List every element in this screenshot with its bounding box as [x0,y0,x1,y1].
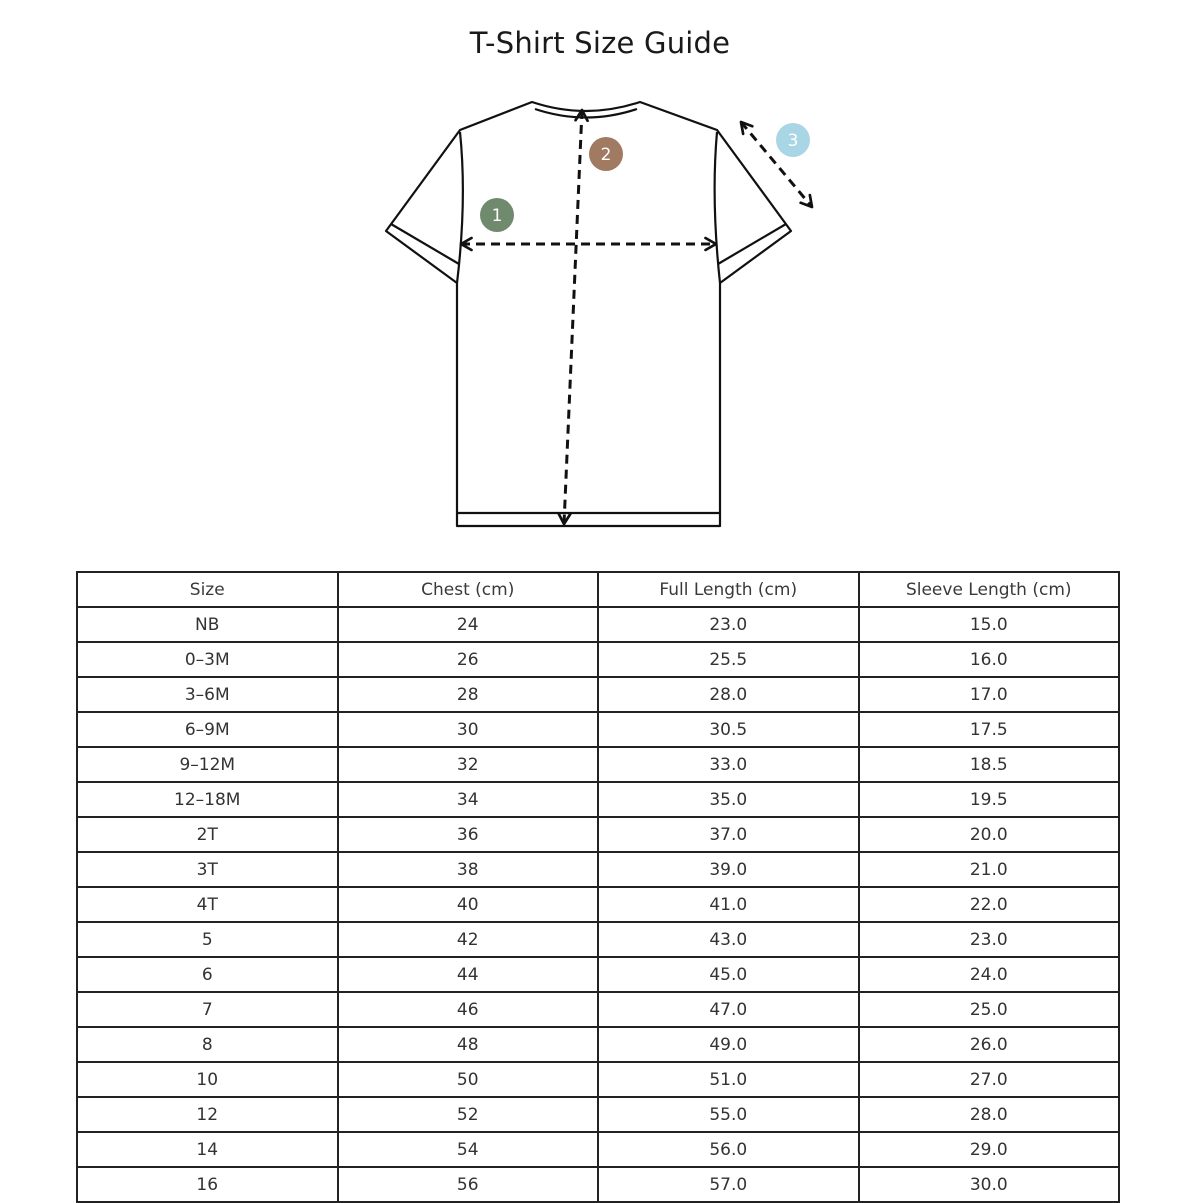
full-length-cell: 33.0 [598,747,859,782]
table-header-row [77,572,1119,607]
full-length-cell: 39.0 [598,852,859,887]
chest-cell: 40 [338,887,599,922]
chest-cell: 36 [338,817,599,852]
table-row [77,642,1119,677]
chest-cell: 28 [338,677,599,712]
header-chest: Chest (cm) [338,572,599,607]
chest-cell: 30 [338,712,599,747]
table-row [77,782,1119,817]
header-full-length: Full Length (cm) [598,572,859,607]
size-cell: 6 [77,957,338,992]
full-length-cell: 28.0 [598,677,859,712]
chest-cell: 54 [338,1132,599,1167]
full-length-cell: 56.0 [598,1132,859,1167]
table-row [77,852,1119,887]
chest-cell: 26 [338,642,599,677]
chest-cell: 42 [338,922,599,957]
full-length-cell: 43.0 [598,922,859,957]
full-length-cell: 37.0 [598,817,859,852]
table-row [77,607,1119,642]
marker-2 [589,137,623,171]
marker-3-label: 3 [787,131,799,151]
full-length-cell: 57.0 [598,1167,859,1202]
sleeve-length-cell: 25.0 [859,992,1120,1027]
table-row [77,747,1119,782]
chest-cell: 32 [338,747,599,782]
table-row [77,1132,1119,1167]
table-row [77,712,1119,747]
sleeve-length-cell: 20.0 [859,817,1120,852]
sleeve-length-cell: 17.0 [859,677,1120,712]
sleeve-length-cell: 23.0 [859,922,1120,957]
size-cell: 3–6M [77,677,338,712]
chest-cell: 24 [338,607,599,642]
sleeve-length-cell: 29.0 [859,1132,1120,1167]
full-length-cell: 30.5 [598,712,859,747]
sleeve-length-cell: 18.5 [859,747,1120,782]
sleeve-length-cell: 28.0 [859,1097,1120,1132]
size-cell: 14 [77,1132,338,1167]
size-cell: 6–9M [77,712,338,747]
size-cell: 16 [77,1167,338,1202]
size-cell: 3T [77,852,338,887]
sleeve-length-cell: 26.0 [859,1027,1120,1062]
table-row [77,1097,1119,1132]
table-row [77,992,1119,1027]
full-length-cell: 25.5 [598,642,859,677]
size-cell: 10 [77,1062,338,1097]
chest-cell: 46 [338,992,599,1027]
marker-1-label: 1 [491,206,503,226]
sleeve-length-cell: 19.5 [859,782,1120,817]
table-body [77,607,1119,1202]
sleeve-length-cell: 21.0 [859,852,1120,887]
full-length-cell: 47.0 [598,992,859,1027]
tshirt-diagram [0,0,1200,560]
marker-1 [480,198,514,232]
sleeve-length-cell: 30.0 [859,1167,1120,1202]
size-cell: 12–18M [77,782,338,817]
sleeve-length-cell: 22.0 [859,887,1120,922]
table-row [77,1167,1119,1202]
full-length-cell: 41.0 [598,887,859,922]
full-length-cell: 23.0 [598,607,859,642]
table-row [77,922,1119,957]
sleeve-length-cell: 15.0 [859,607,1120,642]
marker-2-label: 2 [600,145,612,165]
size-cell: 8 [77,1027,338,1062]
full-length-cell: 45.0 [598,957,859,992]
size-chart-table [76,571,1120,1203]
marker-3 [776,123,810,157]
full-length-cell: 51.0 [598,1062,859,1097]
page-title: T-Shirt Size Guide [469,26,731,60]
chest-cell: 52 [338,1097,599,1132]
table-row [77,887,1119,922]
sleeve-length-cell: 24.0 [859,957,1120,992]
header-size: Size [77,572,338,607]
chest-cell: 38 [338,852,599,887]
chest-cell: 34 [338,782,599,817]
table-row [77,677,1119,712]
header-sleeve-length: Sleeve Length (cm) [859,572,1120,607]
size-cell: 9–12M [77,747,338,782]
sleeve-length-cell: 17.5 [859,712,1120,747]
sleeve-length-cell: 27.0 [859,1062,1120,1097]
size-cell: 2T [77,817,338,852]
size-cell: 7 [77,992,338,1027]
table-row [77,1027,1119,1062]
chest-cell: 56 [338,1167,599,1202]
size-cell: 5 [77,922,338,957]
tshirt-outline [386,102,791,526]
full-length-cell: 35.0 [598,782,859,817]
size-cell: 4T [77,887,338,922]
chest-cell: 50 [338,1062,599,1097]
chest-cell: 48 [338,1027,599,1062]
table-row [77,1062,1119,1097]
chest-cell: 44 [338,957,599,992]
full-length-cell: 55.0 [598,1097,859,1132]
table-row [77,817,1119,852]
size-cell: 12 [77,1097,338,1132]
size-cell: NB [77,607,338,642]
size-cell: 0–3M [77,642,338,677]
sleeve-length-cell: 16.0 [859,642,1120,677]
table-row [77,957,1119,992]
full-length-cell: 49.0 [598,1027,859,1062]
